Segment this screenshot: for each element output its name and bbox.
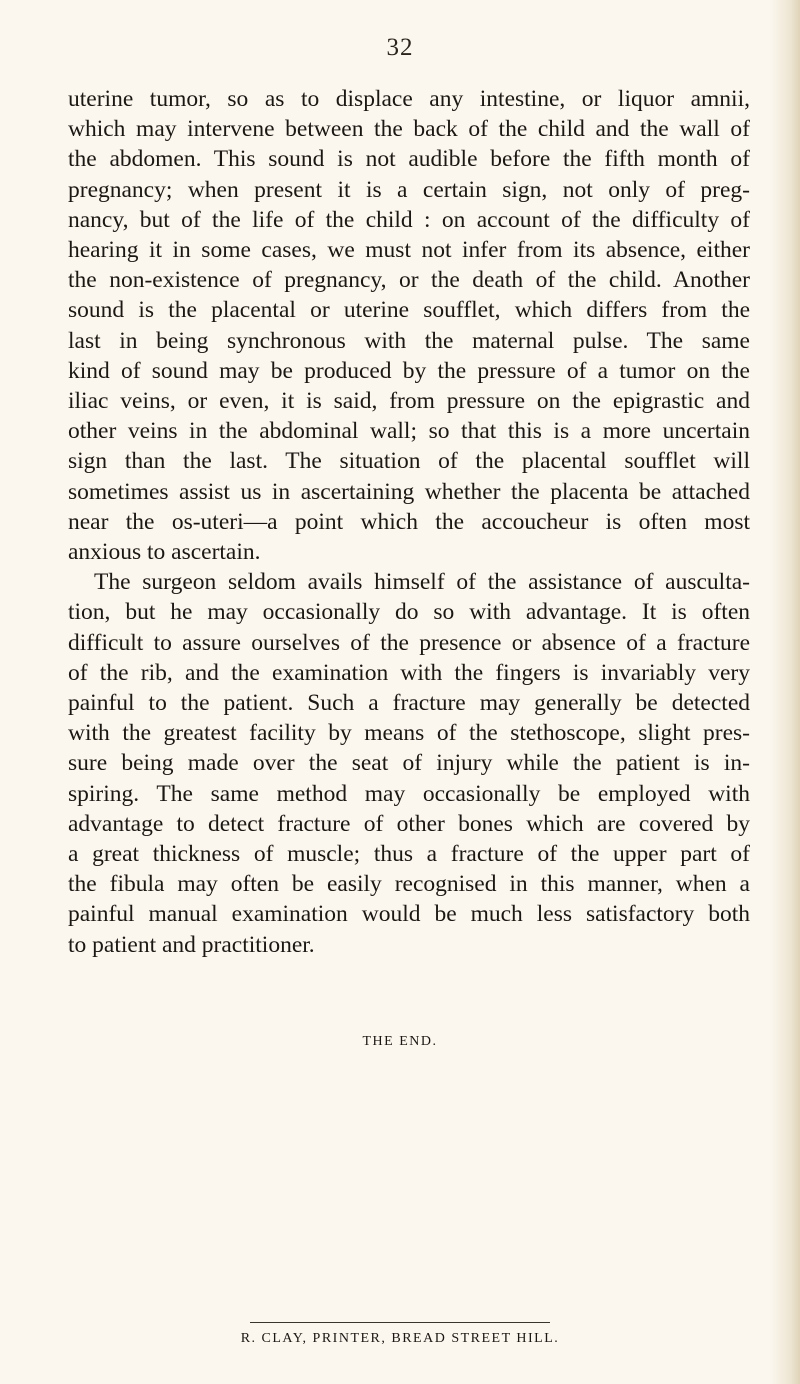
text-line: other veins in the abdominal wall; so that this is a more uncertain (68, 418, 750, 445)
text-line: the non-existence of pregnancy, or the death of the child. Another (68, 267, 750, 294)
text-line: to patient and practitioner. (68, 931, 315, 958)
text-line: iliac veins, or even, it is said, from pressure on the epigrastic and (68, 388, 750, 415)
text-line: sound is the placental or uterine soufflet, which differs from the (68, 297, 750, 324)
text-line: sign than the last. The situation of the placental soufflet will (68, 448, 750, 475)
text-line: with the greatest facility by means of the stethoscope, slight pres- (68, 720, 750, 747)
printer-imprint: R. CLAY, PRINTER, BREAD STREET HILL. (240, 1331, 560, 1346)
body-text (68, 84, 750, 960)
text-line: the abdomen. This sound is not audible before the fifth month of (68, 146, 750, 173)
text-line: pregnancy; when present it is a certain sign, not only of preg- (68, 176, 750, 203)
text-line: a great thickness of muscle; thus a fracture of the upper part of (68, 841, 750, 868)
text-line: of the rib, and the examination with the fingers is invariably very (68, 659, 750, 686)
text-line: last in being synchronous with the maternal pulse. The same (68, 327, 750, 354)
text-line: sometimes assist us in ascertaining whether the placenta be attached (68, 478, 750, 505)
text-line: sure being made over the seat of injury while the patient is in- (68, 750, 750, 777)
text-line: which may intervene between the back of the child and the wall of (68, 116, 750, 143)
text-line: anxious to ascertain. (68, 539, 261, 566)
page-number: 32 (386, 34, 414, 61)
text-line: nancy, but of the life of the child : on account of the difficulty of (68, 206, 750, 233)
text-line: hearing it in some cases, we must not infer from its absence, either (68, 237, 750, 264)
text-line: spiring. The same method may occasionally be employed with (68, 780, 750, 807)
paragraph-1 (68, 84, 750, 567)
text-line: The surgeon seldom avails himself of the assistance of ausculta- (94, 569, 750, 596)
text-line: the fibula may often be easily recognised in this manner, when a (68, 871, 750, 898)
text-line: uterine tumor, so as to displace any intestine, or liquor amnii, (68, 86, 750, 112)
text-line: kind of sound may be produced by the pressure of a tumor on the (68, 357, 750, 384)
text-line: painful manual examination would be much less satisfactory both (68, 901, 750, 928)
text-line: near the os-uteri—a point which the accoucheur is often most (68, 508, 750, 535)
paragraph-2 (68, 567, 750, 960)
text-line: tion, but he may occasionally do so with advantage. It is often (68, 599, 750, 626)
printer-rule-divider (250, 1322, 550, 1323)
text-line: painful to the patient. Such a fracture may generally be detected (68, 690, 750, 717)
text-line: advantage to detect fracture of other bones which are covered by (68, 810, 750, 837)
text-line: difficult to assure ourselves of the presence or absence of a fracture (68, 629, 750, 656)
the-end-heading: THE END. (362, 1034, 438, 1049)
